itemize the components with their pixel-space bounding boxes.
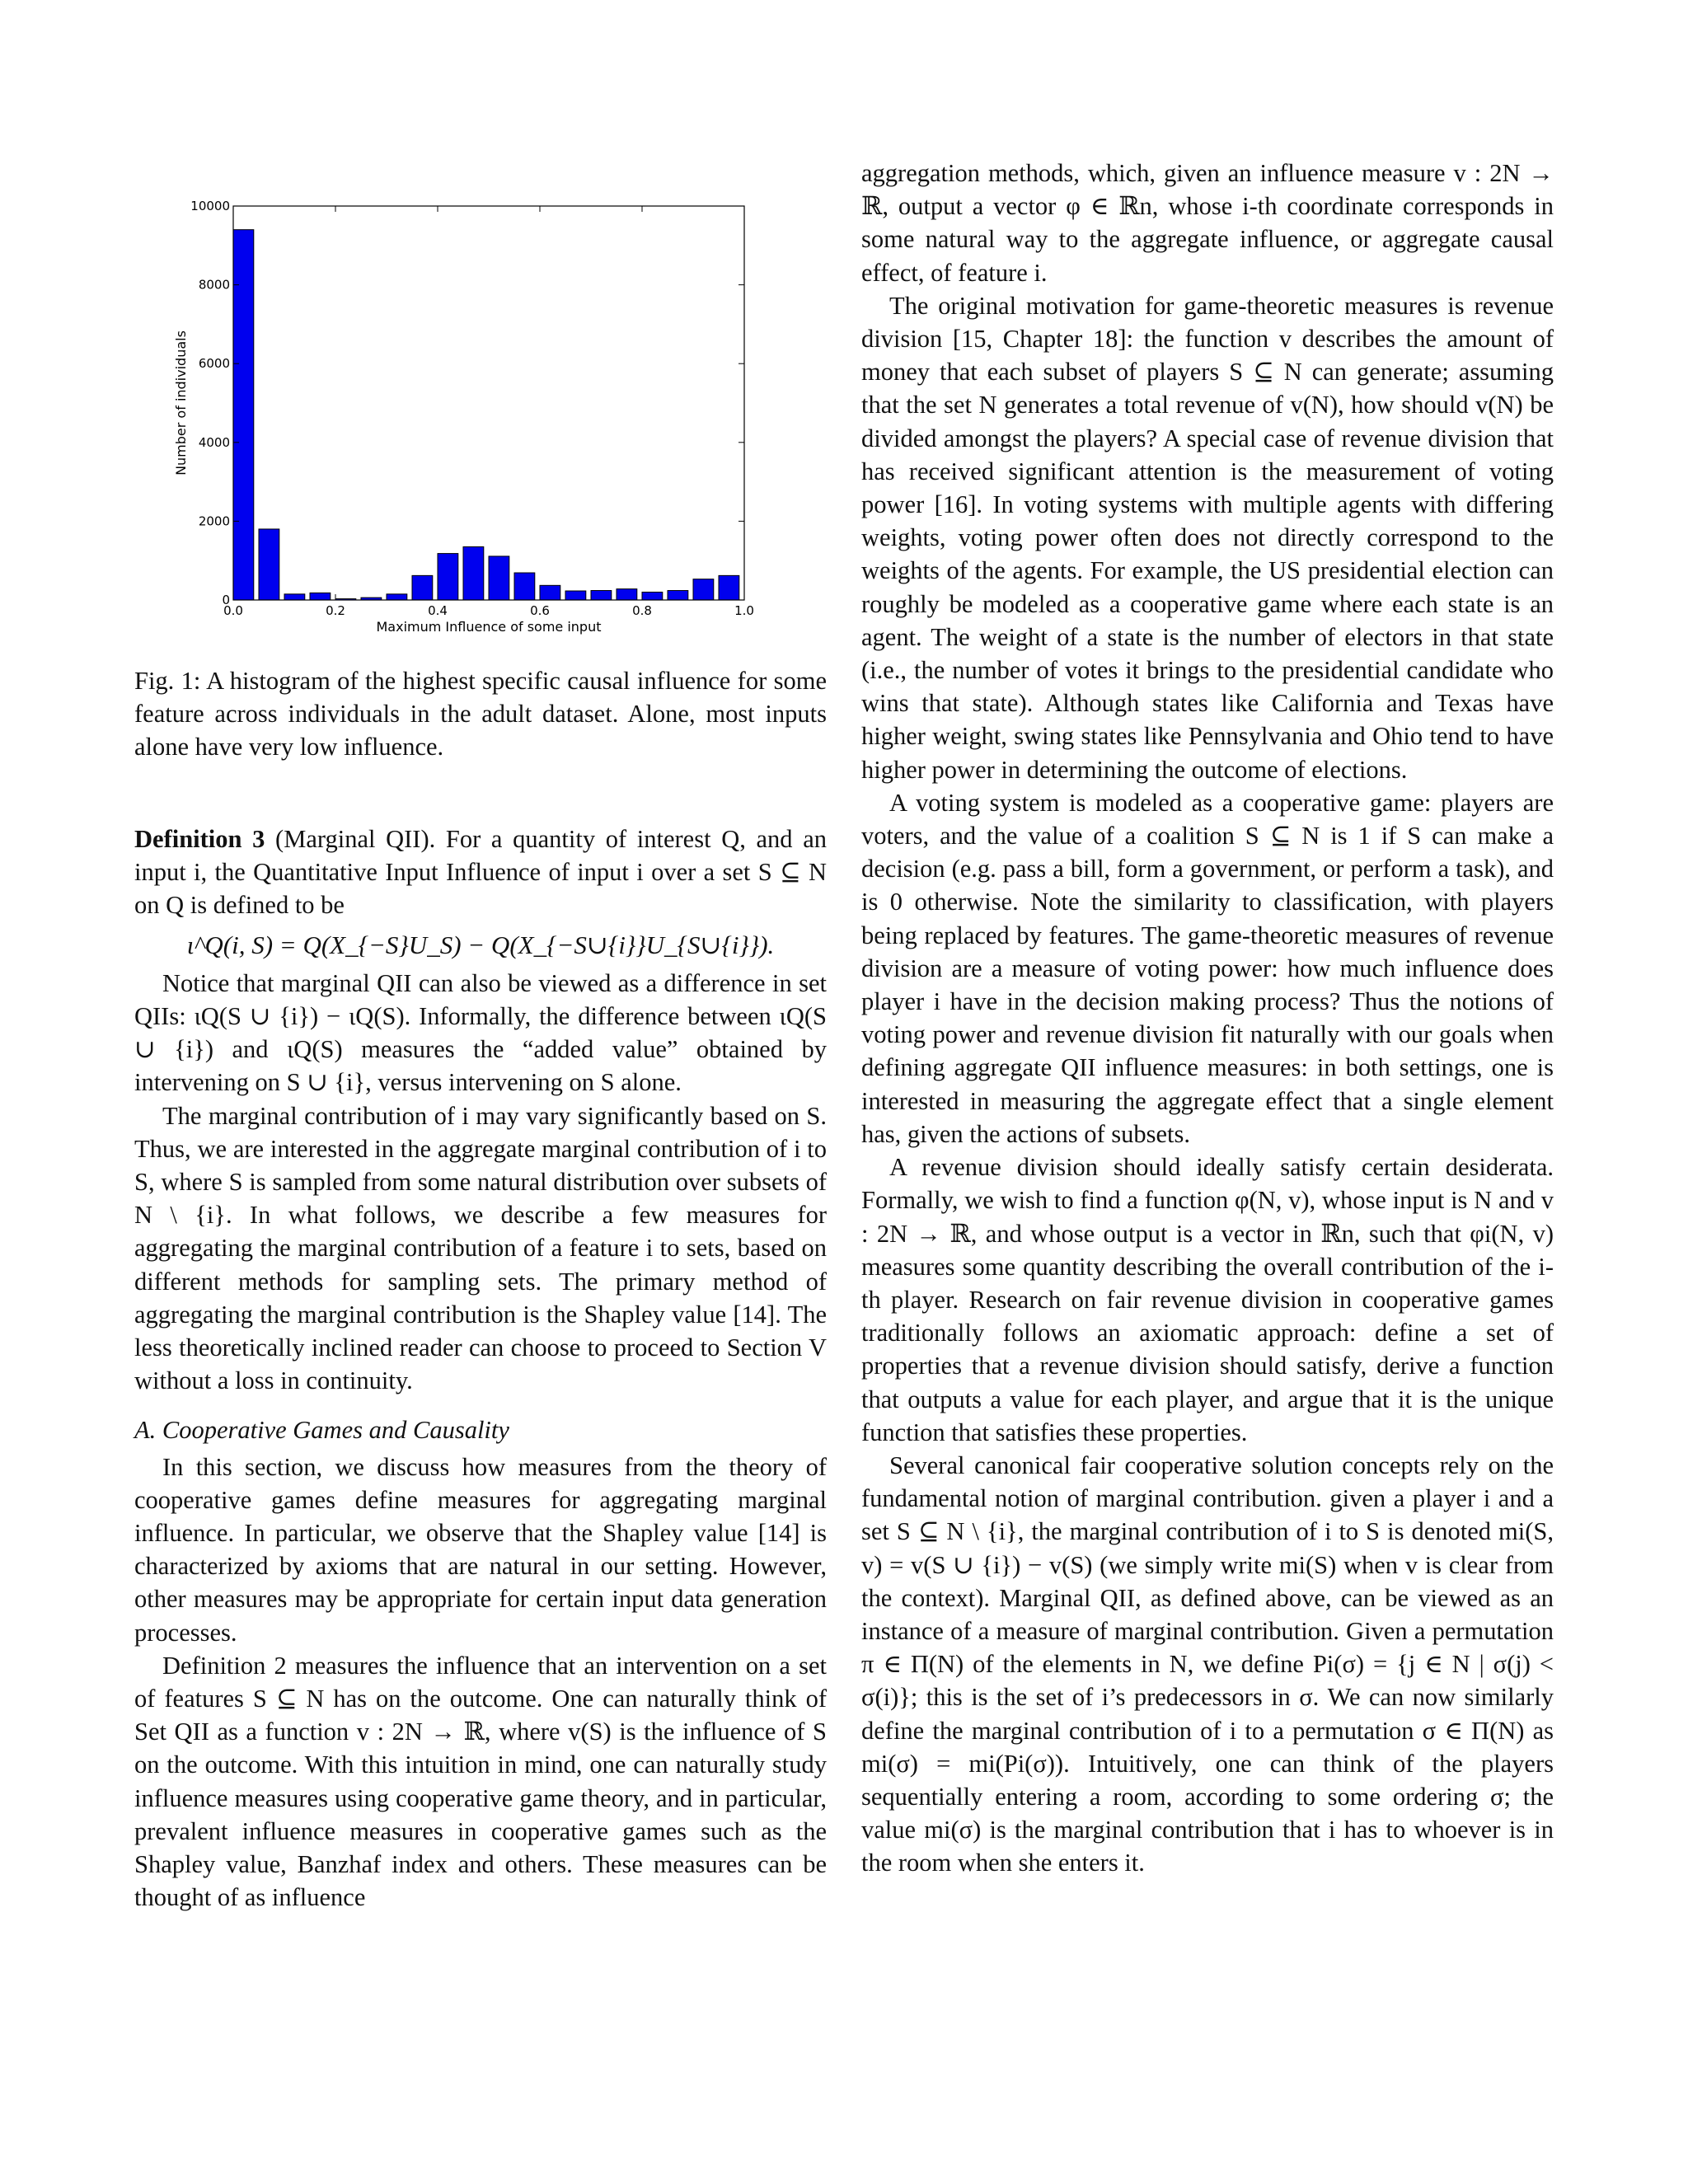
left-column: [134, 791, 827, 1915]
y-tick-label: 0: [222, 593, 230, 607]
definition-label: Definition 3: [134, 825, 265, 853]
paragraph-aggregation-methods: aggregation methods, which, given an influence measure v : 2N → ℝ, output a vector φ ∈ ℝn, whose i-th coordinate corresponds in some natural way to the aggregate influence, or aggregate causal effect, of feature i.: [861, 159, 1554, 287]
histogram-bar: [591, 591, 612, 600]
y-tick-label: 2000: [198, 513, 230, 529]
paragraph-marginal-qii-difference: Notice that marginal QII can also be viewed as a difference in set QIIs: ιQ(S ∪ {i}) − ιQ(S). Informally, the difference between ιQ(S ∪ {i}) and ιQ(S) measures the “added value” obtained by intervening on S ∪ {i}, versus intervening on S alone.: [134, 968, 827, 1097]
histogram-bar: [387, 594, 407, 600]
section-heading-cooperative-games: A. Cooperative Games and Causality: [134, 1416, 509, 1445]
x-tick-label: 0.0: [223, 603, 243, 618]
y-tick-label: 8000: [198, 277, 230, 293]
definition-name: (Marginal QII).: [275, 825, 436, 853]
paragraph-desiderata: A revenue division should ideally satisfy certain desiderata. Formally, we wish to find a function φ(N, v), whose input is N and v : 2N → ℝ, and whose output is a vector in ℝn, such that φi(N, v) measures some quantity describing the overall contribution of the i-th player. Research on fair revenue division in cooperative games traditionally follows an axiomatic approach: define a set of properties that a revenue division should satisfy, derive a function that outputs a value for each player, and argue that it is the unique function that satisfies these properties.: [861, 1153, 1554, 1446]
histogram-chart: [134, 188, 761, 649]
figure-1-histogram: [134, 188, 761, 649]
y-tick-label: 6000: [198, 356, 230, 372]
y-tick-label: 4000: [198, 434, 230, 450]
histogram-bar: [284, 594, 305, 600]
figure-caption: [134, 664, 827, 764]
x-tick-label: 0.6: [530, 603, 550, 618]
paragraph-voting-system: A voting system is modeled as a cooperative game: players are voters, and the value of a coalition S ⊆ N is 1 if S can make a decision (e.g. pass a bill, form a government, or perform a task), and is 0 otherwise. Note the similarity to classification, with players being replaced by features. The game-theoretic measures of revenue division are a measure of voting power: how much influence does player i have in the decision making process? Thus the notions of voting power and revenue division fit naturally with our goals when defining aggregate QII influence measures: in both settings, one is interested in measuring the aggregate effect that a single element has, given the actions of subsets.: [861, 788, 1554, 1148]
definition-3: [134, 823, 827, 922]
histogram-bar: [617, 589, 637, 600]
histogram-bar: [438, 554, 458, 600]
paragraph-definition-2: Definition 2 measures the influence that an intervention on a set of features S ⊆ N has on the outcome. One can naturally think of Set QII as a function v : 2N → ℝ, where v(S) is the influence of S on the outcome. With this intuition in mind, one can naturally study influence measures using cooperative game theory, and in particular, prevalent influence measures in cooperative games such as the Shapley value, Banzhaf index and others. These measures can be thought of as influence: [134, 1651, 827, 1912]
histogram-bar: [668, 591, 688, 600]
x-tick-label: 1.0: [734, 603, 754, 618]
y-tick-label: 10000: [190, 199, 230, 213]
histogram-bar: [463, 546, 484, 600]
definition-text: For a quantity of interest Q, and an input i, the Quantitative Input Influence of input i over a set S ⊆ N on Q is defined to be: [134, 825, 827, 920]
paragraph-cooperative-intro: In this section, we discuss how measures from the theory of cooperative games define measures for aggregating marginal influence. In particular, we observe that the Shapley value [14] is characterized by axioms that are natural in our setting. However, other measures may be appropriate for certain input data generation processes.: [134, 1452, 827, 1647]
histogram-bar: [514, 573, 535, 600]
figure-caption-text: Fig. 1: A histogram of the highest specific causal influence for some feature across individuals in the adult dataset. Alone, most inputs alone have very low influence.: [134, 667, 827, 762]
right-column: [861, 157, 1554, 1880]
histogram-bar: [540, 585, 560, 600]
histogram-bar: [310, 593, 331, 600]
histogram-bar: [259, 529, 279, 600]
paragraph-aggregate-marginal: The marginal contribution of i may vary significantly based on S. Thus, we are interested in the aggregate marginal contribution of i to S, where S is sampled from some natural distribution over subsets of N \ {i}. In what follows, we describe a few measures for aggregating the marginal contribution of a feature i to sets, based on different methods for sampling sets. The primary method of aggregating the marginal contribution is the Shapley value [14]. The less theoretically inclined reader can choose to proceed to Section V without a loss in continuity.: [134, 1101, 827, 1395]
histogram-bar: [693, 579, 714, 600]
paragraph-marginal-contribution: Several canonical fair cooperative solution concepts rely on the fundamental notion of marginal contribution. given a player i and a set S ⊆ N \ {i}, the marginal contribution of i to S is denoted mi(S, v) = v(S ∪ {i}) − v(S) (we simply write mi(S) when v is clear from the context). Marginal QII, as defined above, can be viewed as an instance of a measure of marginal contribution. Given a permutation π ∈ Π(N) of the elements in N, we define Pi(σ) = {j ∈ N | σ(j) < σ(i)}; this is the set of i’s predecessors in σ. We can now similarly define the marginal contribution of i to a permutation σ ∈ Π(N) as mi(σ) = mi(Pi(σ)). Intuitively, one can think of the players sequentially entering a room, according to some ordering σ; the value mi(σ) is the marginal contribution that i has to whoever is in the room when she enters it.: [861, 1451, 1554, 1877]
x-tick-label: 0.2: [326, 603, 345, 618]
x-tick-label: 0.4: [428, 603, 448, 618]
x-axis-title: Maximum Influence of some input: [376, 619, 602, 635]
histogram-bar: [412, 575, 433, 600]
histogram-bar: [489, 556, 509, 600]
x-tick-label: 0.8: [632, 603, 652, 618]
plot-frame: [233, 206, 744, 600]
histogram-bar: [719, 575, 739, 600]
histogram-bar: [565, 591, 586, 600]
y-axis-title: Number of individuals: [173, 330, 189, 476]
histogram-svg: [134, 188, 761, 649]
paragraph-revenue-division: The original motivation for game-theoretic measures is revenue division [15, Chapter 18]: the function v describes the amount of money that each subset of players S ⊆ N can generate; assuming that the set N generates a total revenue of v(N), how should v(N) be divided amongst the players? A special case of revenue division that has received significant attention is the measurement of voting power [16]. In voting systems with multiple agents with differing weights, voting power often does not directly correspond to the weights of the agents. For example, the US presidential election can roughly be modeled as a cooperative game where each state is an agent. The weight of a state is the number of electors in that state (i.e., the number of votes it brings to the presidential candidate who wins that state). Although states like California and Texas have higher weight, swing states like Pennsylvania and Ohio tend to have higher power in determining the outcome of elections.: [861, 291, 1554, 784]
marginal-qii-equation: ι^Q(i, S) = Q(X_{−S}U_S) − Q(X_{−S∪{i}}U_{S∪{i}}).: [186, 930, 775, 959]
histogram-bar: [642, 592, 663, 600]
